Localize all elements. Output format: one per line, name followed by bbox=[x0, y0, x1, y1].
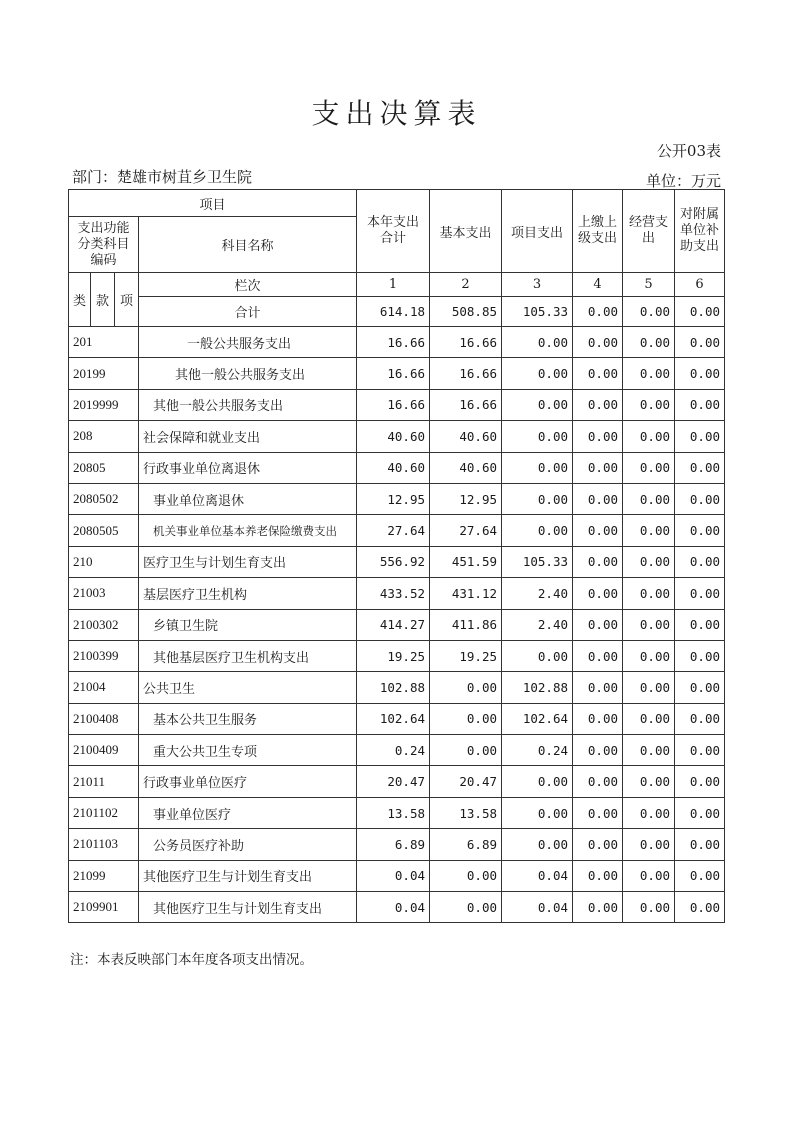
row-value: 0.00 bbox=[430, 860, 502, 891]
row-name: 基本公共卫生服务 bbox=[139, 703, 357, 734]
row-value: 0.00 bbox=[573, 483, 623, 514]
row-value: 0.00 bbox=[623, 452, 675, 483]
header-col-subsidy: 对附属单位补助支出 bbox=[675, 190, 725, 273]
row-value: 0.00 bbox=[623, 358, 675, 389]
row-name: 其他医疗卫生与计划生育支出 bbox=[139, 860, 357, 891]
row-value: 0.00 bbox=[675, 389, 725, 420]
row-code: 2080505 bbox=[69, 515, 139, 546]
row-value: 16.66 bbox=[357, 389, 430, 420]
row-value: 27.64 bbox=[430, 515, 502, 546]
header-col-basic: 基本支出 bbox=[430, 190, 502, 273]
unit-label: 单位：万元 bbox=[645, 172, 721, 190]
row-value: 0.00 bbox=[675, 672, 725, 703]
row-value: 13.58 bbox=[430, 797, 502, 828]
row-code: 2109901 bbox=[69, 892, 139, 923]
row-value: 411.86 bbox=[430, 609, 502, 640]
row-code: 2019999 bbox=[69, 389, 139, 420]
expenditure-table bbox=[68, 189, 725, 923]
row-code: 21003 bbox=[69, 578, 139, 609]
row-code: 2100408 bbox=[69, 703, 139, 734]
row-value: 19.25 bbox=[357, 640, 430, 671]
table-row bbox=[69, 609, 725, 640]
row-value: 0.00 bbox=[573, 672, 623, 703]
total-value: 0.00 bbox=[675, 297, 725, 327]
row-value: 0.00 bbox=[502, 797, 573, 828]
row-code: 20199 bbox=[69, 358, 139, 389]
table-row bbox=[69, 452, 725, 483]
row-value: 0.04 bbox=[357, 892, 430, 923]
row-value: 556.92 bbox=[357, 546, 430, 577]
row-value: 16.66 bbox=[430, 327, 502, 358]
table-row bbox=[69, 389, 725, 420]
row-value: 0.24 bbox=[357, 735, 430, 766]
table-row bbox=[69, 483, 725, 514]
row-value: 0.00 bbox=[573, 640, 623, 671]
row-value: 2.40 bbox=[502, 609, 573, 640]
row-value: 0.00 bbox=[623, 327, 675, 358]
row-value: 0.00 bbox=[502, 766, 573, 797]
row-code: 2101102 bbox=[69, 797, 139, 828]
row-value: 0.00 bbox=[623, 735, 675, 766]
row-value: 13.58 bbox=[357, 797, 430, 828]
row-value: 0.00 bbox=[623, 640, 675, 671]
row-value: 0.00 bbox=[502, 389, 573, 420]
row-value: 0.00 bbox=[573, 515, 623, 546]
row-value: 0.00 bbox=[623, 766, 675, 797]
table-row bbox=[69, 892, 725, 923]
row-value: 0.00 bbox=[675, 578, 725, 609]
table-row bbox=[69, 735, 725, 766]
row-value: 0.00 bbox=[573, 452, 623, 483]
header-col-project: 项目支出 bbox=[502, 190, 573, 273]
row-value: 0.00 bbox=[675, 609, 725, 640]
row-value: 0.00 bbox=[502, 452, 573, 483]
table-row bbox=[69, 766, 725, 797]
table-row bbox=[69, 829, 725, 860]
row-code: 21004 bbox=[69, 672, 139, 703]
row-value: 40.60 bbox=[357, 452, 430, 483]
row-value: 0.00 bbox=[502, 829, 573, 860]
row-name: 其他基层医疗卫生机构支出 bbox=[139, 640, 357, 671]
row-value: 102.88 bbox=[502, 672, 573, 703]
row-code: 210 bbox=[69, 546, 139, 577]
col-number: 2 bbox=[430, 273, 502, 297]
header-xiang: 项 bbox=[115, 273, 139, 327]
page-title: 支出决算表 bbox=[311, 97, 482, 130]
row-value: 0.00 bbox=[430, 672, 502, 703]
row-value: 0.00 bbox=[573, 797, 623, 828]
row-code: 2100409 bbox=[69, 735, 139, 766]
header-code-group: 支出功能分类科目编码 bbox=[69, 217, 139, 273]
row-value: 0.00 bbox=[675, 735, 725, 766]
row-value: 0.00 bbox=[675, 452, 725, 483]
row-value: 0.00 bbox=[623, 515, 675, 546]
row-name: 行政事业单位离退休 bbox=[139, 452, 357, 483]
row-value: 2.40 bbox=[502, 578, 573, 609]
row-value: 0.00 bbox=[502, 358, 573, 389]
row-name: 公共卫生 bbox=[139, 672, 357, 703]
row-code: 20805 bbox=[69, 452, 139, 483]
row-value: 12.95 bbox=[357, 483, 430, 514]
row-value: 0.00 bbox=[623, 609, 675, 640]
form-number: 公开03表 bbox=[656, 142, 721, 160]
row-value: 0.00 bbox=[573, 421, 623, 452]
table-row bbox=[69, 578, 725, 609]
row-value: 0.00 bbox=[623, 797, 675, 828]
row-value: 0.04 bbox=[502, 892, 573, 923]
table-row bbox=[69, 672, 725, 703]
row-name: 医疗卫生与计划生育支出 bbox=[139, 546, 357, 577]
row-name: 一般公共服务支出 bbox=[139, 327, 357, 358]
row-value: 0.00 bbox=[430, 892, 502, 923]
total-row-label: 合计 bbox=[139, 297, 357, 327]
row-value: 0.04 bbox=[357, 860, 430, 891]
row-value: 0.00 bbox=[675, 546, 725, 577]
col-number: 4 bbox=[573, 273, 623, 297]
row-value: 102.88 bbox=[357, 672, 430, 703]
row-value: 0.00 bbox=[430, 735, 502, 766]
row-value: 16.66 bbox=[357, 358, 430, 389]
row-value: 0.04 bbox=[502, 860, 573, 891]
row-value: 0.00 bbox=[623, 672, 675, 703]
row-value: 0.00 bbox=[502, 327, 573, 358]
row-value: 0.00 bbox=[675, 766, 725, 797]
row-value: 0.00 bbox=[502, 483, 573, 514]
row-name: 基层医疗卫生机构 bbox=[139, 578, 357, 609]
row-code: 2100399 bbox=[69, 640, 139, 671]
row-name: 其他医疗卫生与计划生育支出 bbox=[139, 892, 357, 923]
row-name: 社会保障和就业支出 bbox=[139, 421, 357, 452]
col-number: 6 bbox=[675, 273, 725, 297]
row-value: 16.66 bbox=[357, 327, 430, 358]
row-name: 其他一般公共服务支出 bbox=[139, 389, 357, 420]
row-value: 0.00 bbox=[573, 766, 623, 797]
table-row bbox=[69, 358, 725, 389]
total-value: 0.00 bbox=[573, 297, 623, 327]
row-value: 0.00 bbox=[623, 421, 675, 452]
row-value: 0.00 bbox=[573, 327, 623, 358]
footnote: 注：本表反映部门本年度各项支出情况。 bbox=[70, 952, 313, 968]
row-value: 0.00 bbox=[623, 546, 675, 577]
row-value: 0.00 bbox=[623, 578, 675, 609]
row-name: 事业单位医疗 bbox=[139, 797, 357, 828]
row-value: 6.89 bbox=[430, 829, 502, 860]
header-col-total: 本年支出合计 bbox=[357, 190, 430, 273]
col-number: 1 bbox=[357, 273, 430, 297]
row-value: 20.47 bbox=[430, 766, 502, 797]
header-col-business: 经营支出 bbox=[623, 190, 675, 273]
header-kuan: 款 bbox=[91, 273, 115, 327]
row-value: 0.00 bbox=[573, 703, 623, 734]
row-value: 0.00 bbox=[573, 389, 623, 420]
row-value: 0.00 bbox=[502, 515, 573, 546]
row-value: 102.64 bbox=[502, 703, 573, 734]
row-code: 208 bbox=[69, 421, 139, 452]
row-value: 16.66 bbox=[430, 358, 502, 389]
table-row bbox=[69, 640, 725, 671]
row-value: 0.00 bbox=[573, 892, 623, 923]
row-value: 6.89 bbox=[357, 829, 430, 860]
row-value: 16.66 bbox=[430, 389, 502, 420]
row-value: 0.00 bbox=[675, 797, 725, 828]
header-lei: 类 bbox=[69, 273, 91, 327]
row-value: 0.00 bbox=[675, 421, 725, 452]
row-code: 201 bbox=[69, 327, 139, 358]
table-row bbox=[69, 860, 725, 891]
row-value: 433.52 bbox=[357, 578, 430, 609]
table-row bbox=[69, 546, 725, 577]
table-row bbox=[69, 327, 725, 358]
total-value: 105.33 bbox=[502, 297, 573, 327]
row-value: 0.00 bbox=[675, 703, 725, 734]
row-value: 102.64 bbox=[357, 703, 430, 734]
table-row bbox=[69, 421, 725, 452]
row-value: 19.25 bbox=[430, 640, 502, 671]
row-value: 40.60 bbox=[430, 421, 502, 452]
total-value: 508.85 bbox=[430, 297, 502, 327]
row-value: 40.60 bbox=[430, 452, 502, 483]
row-value: 0.00 bbox=[675, 892, 725, 923]
header-col-index-label: 栏次 bbox=[139, 273, 357, 297]
table-row bbox=[69, 515, 725, 546]
row-value: 0.00 bbox=[623, 483, 675, 514]
row-value: 0.00 bbox=[675, 829, 725, 860]
department-label: 部门：楚雄市树苴乡卫生院 bbox=[72, 168, 253, 186]
row-value: 0.00 bbox=[573, 578, 623, 609]
row-name: 事业单位离退休 bbox=[139, 483, 357, 514]
row-value: 0.00 bbox=[623, 703, 675, 734]
row-code: 21011 bbox=[69, 766, 139, 797]
row-value: 0.00 bbox=[623, 389, 675, 420]
row-value: 0.00 bbox=[502, 640, 573, 671]
row-code: 21099 bbox=[69, 860, 139, 891]
row-value: 0.00 bbox=[675, 358, 725, 389]
row-value: 40.60 bbox=[357, 421, 430, 452]
row-code: 2100302 bbox=[69, 609, 139, 640]
row-value: 0.00 bbox=[573, 609, 623, 640]
row-value: 105.33 bbox=[502, 546, 573, 577]
row-value: 431.12 bbox=[430, 578, 502, 609]
row-value: 0.00 bbox=[675, 327, 725, 358]
row-value: 0.00 bbox=[675, 483, 725, 514]
row-value: 0.00 bbox=[573, 829, 623, 860]
total-value: 0.00 bbox=[623, 297, 675, 327]
row-value: 0.00 bbox=[573, 546, 623, 577]
row-name: 其他一般公共服务支出 bbox=[139, 358, 357, 389]
row-value: 0.00 bbox=[623, 892, 675, 923]
row-name: 乡镇卫生院 bbox=[139, 609, 357, 640]
row-code: 2101103 bbox=[69, 829, 139, 860]
row-value: 0.00 bbox=[573, 735, 623, 766]
row-value: 0.00 bbox=[502, 421, 573, 452]
row-value: 0.00 bbox=[573, 358, 623, 389]
col-number: 3 bbox=[502, 273, 573, 297]
header-name: 科目名称 bbox=[139, 217, 357, 273]
row-value: 0.00 bbox=[430, 703, 502, 734]
total-value: 614.18 bbox=[357, 297, 430, 327]
row-value: 0.00 bbox=[675, 640, 725, 671]
row-value: 414.27 bbox=[357, 609, 430, 640]
row-value: 0.00 bbox=[623, 860, 675, 891]
row-value: 12.95 bbox=[430, 483, 502, 514]
row-value: 20.47 bbox=[357, 766, 430, 797]
table-row bbox=[69, 703, 725, 734]
col-number: 5 bbox=[623, 273, 675, 297]
header-col-upper: 上缴上级支出 bbox=[573, 190, 623, 273]
table-row bbox=[69, 797, 725, 828]
row-value: 0.00 bbox=[623, 829, 675, 860]
row-value: 0.00 bbox=[675, 515, 725, 546]
row-name: 机关事业单位基本养老保险缴费支出 bbox=[139, 515, 357, 546]
row-name: 重大公共卫生专项 bbox=[139, 735, 357, 766]
row-code: 2080502 bbox=[69, 483, 139, 514]
row-name: 公务员医疗补助 bbox=[139, 829, 357, 860]
row-name: 行政事业单位医疗 bbox=[139, 766, 357, 797]
row-value: 0.00 bbox=[675, 860, 725, 891]
row-value: 0.00 bbox=[573, 860, 623, 891]
row-value: 451.59 bbox=[430, 546, 502, 577]
row-value: 27.64 bbox=[357, 515, 430, 546]
header-project: 项目 bbox=[69, 190, 357, 217]
row-value: 0.24 bbox=[502, 735, 573, 766]
